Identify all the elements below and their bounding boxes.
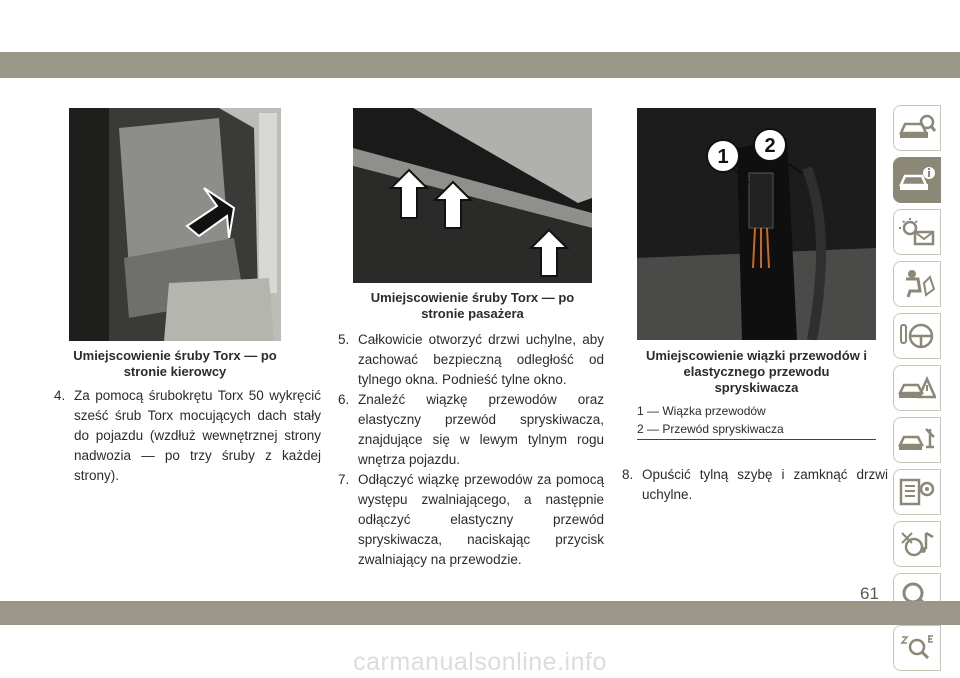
warning-lights-message-icon [898,217,936,247]
photo-wiring-harness [637,108,876,340]
photo-passenger-side-torx [353,108,592,283]
step-number: 7. [338,472,350,487]
bottom-band [0,601,960,625]
car-hazard-icon [898,373,936,403]
step-text: Odłączyć wiązkę przewodów za pomocą występu zwalniającego, a następnie odłączyć elastyczny przewód spryskiwacza, naciskając przycisk zwalniający na przewodzie. [358,472,604,567]
tab-car-info[interactable] [893,157,941,203]
step-5 [338,330,604,390]
figure-caption-wiring: Umiejscowienie wiązki przewodów i elastycznego przewodu spryskiwacza [645,348,868,395]
step-text: Opuścić tylną szybę i zamknąć drzwi uchylne. [642,467,888,502]
tab-seat-airbag[interactable] [893,261,941,307]
step-text: Za pomocą śrubokrętu Torx 50 wykręcić sześć śrub Torx mocujących dach stały do pojazdu (wzdłuż wewnętrznej strony nadwozia — po trzy śruby z każdej strony). [74,388,321,483]
car-info-icon [898,165,936,195]
chapter-tabs [893,105,943,677]
figure-caption-passenger-side: Umiejscowienie śruby Torx — po stronie pasażera [370,290,575,321]
tab-multimedia[interactable] [893,521,941,567]
tab-car-search[interactable] [893,105,941,151]
step-4 [54,386,321,486]
figure-caption-driver-side: Umiejscowienie śruby Torx — po stronie kierowcy [73,348,277,379]
tab-car-hazard[interactable] [893,365,941,411]
maintenance-list-icon [898,477,936,507]
legend-item-1: 1 — Wiązka przewodów [637,404,766,418]
step-text: Całkowicie otworzyć drzwi uchylne, aby zachować bezpieczną odległość od tylnego okna. Podnieść tylne okno. [358,332,604,387]
step-text: Znaleźć wiązkę przewodów oraz elastyczny przewód spryskiwacza, znajdujące się w lewym tylnym rogu wnętrza pojazdu. [358,392,604,467]
callout-2: 2 [764,135,776,157]
page-number: 61 [860,584,879,603]
tab-warning-lights[interactable] [893,209,941,255]
step-6 [338,390,604,470]
callout-1: 1 [717,146,729,168]
car-search-icon [898,113,936,143]
top-band [0,52,960,78]
car-tools-icon [898,425,936,455]
multimedia-music-icon [898,529,936,559]
photo-driver-side-torx [69,108,281,341]
legend-divider [637,439,876,440]
step-7 [338,470,604,570]
step-number: 6. [338,392,350,407]
step-number: 4. [54,388,66,403]
watermark: carmanualsonline.info [353,648,607,676]
step-number: 5. [338,332,350,347]
legend-item-2: 2 — Przewód spryskiwacza [637,422,784,436]
step-number: 8. [622,467,634,482]
seat-airbag-icon [898,269,936,299]
tab-maintenance[interactable] [893,469,941,515]
step-8 [622,465,888,505]
tab-steering-wheel[interactable] [893,313,941,359]
tab-car-tools[interactable] [893,417,941,463]
steering-wheel-icon [898,321,936,351]
